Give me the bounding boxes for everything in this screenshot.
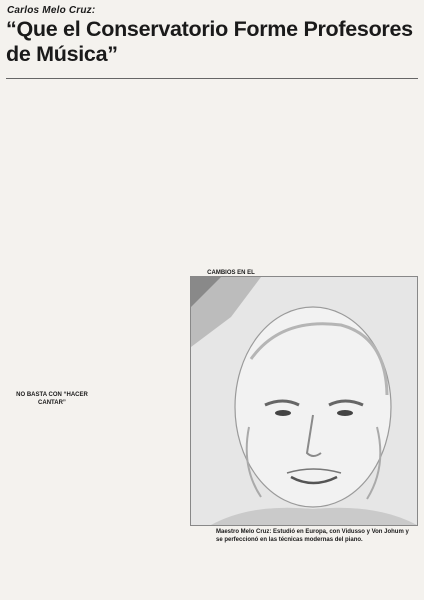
column-4: [276, 82, 416, 292]
column-2: [101, 170, 185, 594]
portrait-photo: [190, 276, 418, 526]
column-1: [8, 124, 96, 594]
subhead-cambios: CAMBIOS EN EL: [207, 270, 255, 276]
kicker: Carlos Melo Cruz:: [7, 5, 96, 16]
portrait-illustration: [191, 277, 417, 525]
subhead-no-basta: NO BASTA CON “HACER CANTAR”: [16, 392, 88, 406]
photo-caption: Maestro Melo Cruz: Estudió en Europa, con Vidusso y Von Johum y se perfeccionó en las técnicas modernas del piano.: [216, 529, 409, 544]
headline-rule: [6, 78, 418, 79]
headline: “Que el Conservatorio Forme Profesores de Música”: [6, 17, 413, 66]
